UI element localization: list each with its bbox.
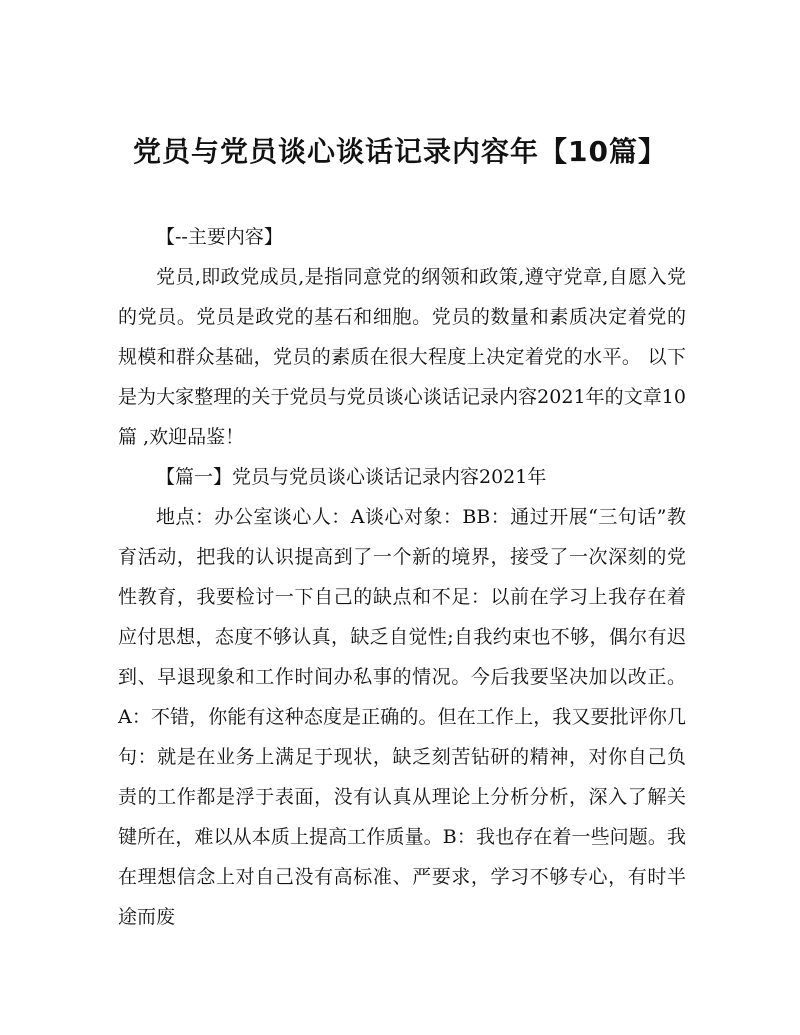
chapter-paragraph: 地点：办公室谈心人：A谈心对象：BB：通过开展“三句话”教育活动，把我的认识提高到了一个新的境界，接受了一次深刻的党性教育，我要检讨一下自己的缺点和不足：以前在学习上我存在着应付思想，态度不够认真，缺乏自觉性;自我约束也不够，偶尔有迟到、早退现象和工作时间办私事的情况。今后我要坚决加以改正。A：不错，你能有这种态度是正确的。但在工作上，我又要批评你几句：就是在业务上满足于现状，缺乏刻苦钻研的精神，对你自己负责的工作都是浮于表面，没有认真从理论上分析分析，深入了解关键所在，难以从本质上提高工作质量。B：我也存在着一些问题。我在理想信念上对自己没有高标准、严要求，学习不够专心，有时半途而废 [118,506,686,928]
section-heading: 【--主要内容】 [156,226,283,248]
document-title: 党员与党员谈心谈话记录内容年【10篇】 [133,135,667,168]
intro-paragraph: 党员,即政党成员,是指同意党的纲领和政策,遵守党章,自愿入党的党员。党员是政党的基石和细胞。党员的数量和素质决定着党的规模和群众基础，党员的素质在很大程度上决定着党的水平。 以下是为大家整理的关于党员与党员谈心谈话记录内容2021年的文章10篇 ,欢迎品鉴！ [118,266,686,448]
document-body [118,217,686,937]
chapter-heading: 【篇一】党员与党员谈心谈话记录内容2021年 [156,466,547,488]
